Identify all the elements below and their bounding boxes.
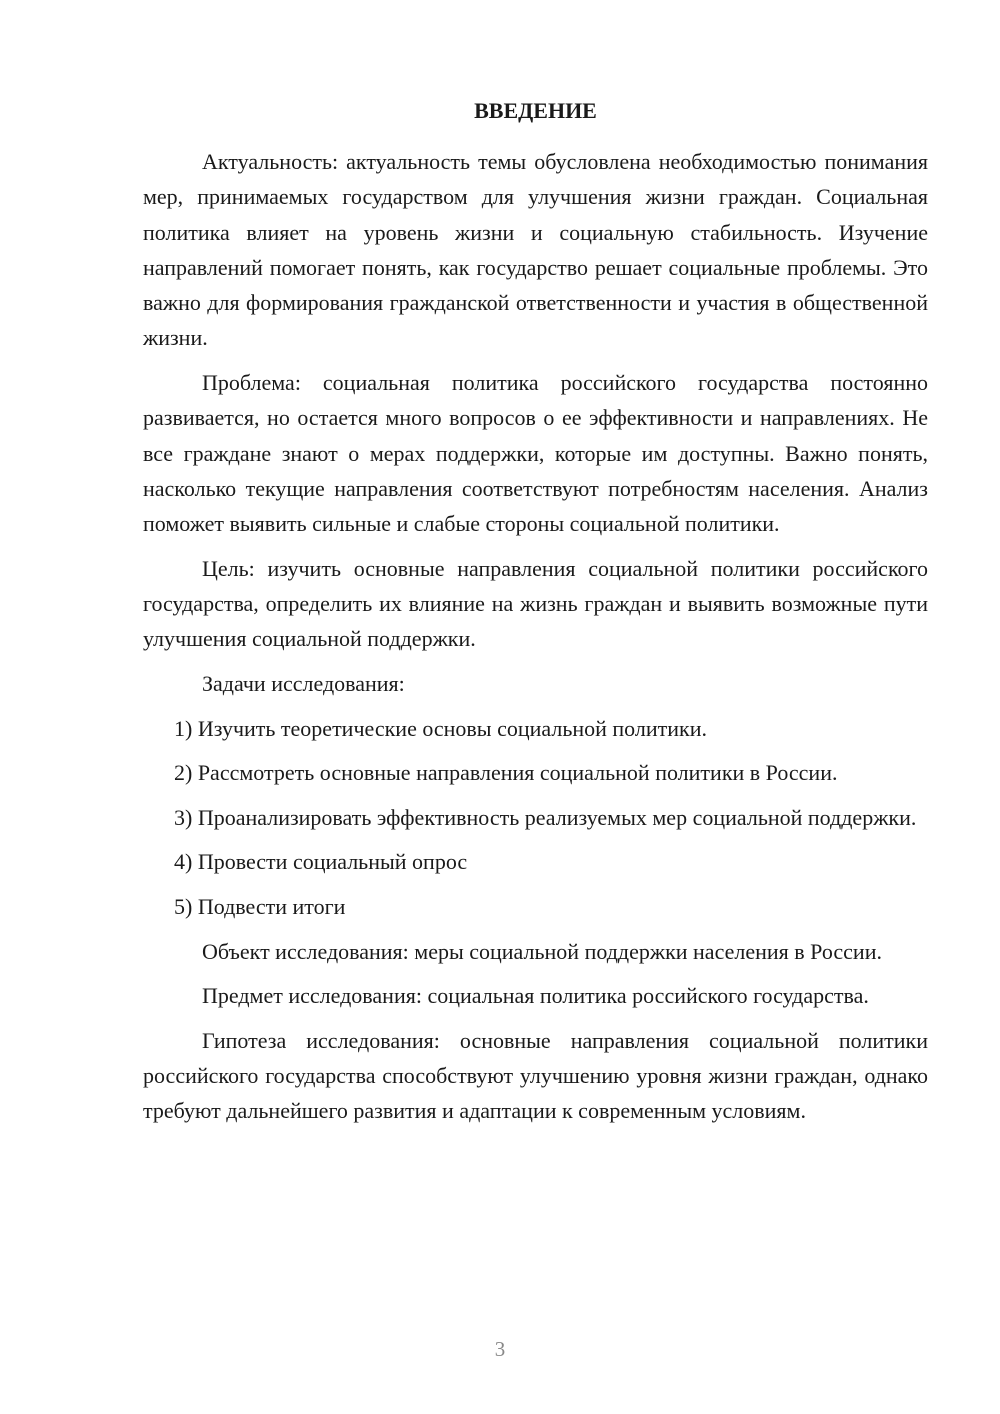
task-item-3: 3) Проанализировать эффективность реализуемых мер социальной поддержки. [174,804,917,830]
task-item-4: 4) Провести социальный опрос [174,849,468,875]
subject-paragraph: Предмет исследования: социальная политика российского государства. [202,983,869,1009]
task-item-1: 1) Изучить теоретические основы социальной политики. [174,715,707,741]
goal-paragraph: Цель: изучить основные направления социальной политики российского государства, определить их влияние на жизнь граждан и выявить возможные пути улучшения социальной поддержки. [143,555,928,652]
tasks-title: Задачи исследования: [202,671,405,697]
document-page [143,96,928,1129]
page-number: 3 [494,1337,506,1361]
section-heading: ВВЕДЕНИЕ [474,98,597,123]
task-item-5: 5) Подвести итоги [174,894,346,920]
hypothesis-paragraph: Гипотеза исследования: основные направления социальной политики российского государства способствуют улучшению уровня жизни граждан, однако требуют дальнейшего развития и адаптации к современным условиям. [143,1027,928,1124]
task-item-2: 2) Рассмотреть основные направления социальной политики в России. [174,760,838,786]
problem-paragraph: Проблема: социальная политика российского государства постоянно развивается, но остается много вопросов о ее эффективности и направлениях. Не все граждане знают о мерах поддержки, которые им доступны. Важно понять, насколько текущие направления соответствуют потребностям населения. Анализ поможет выявить сильные и слабые стороны социальной политики. [143,370,928,537]
object-paragraph: Объект исследования: меры социальной поддержки населения в России. [202,938,882,964]
relevance-paragraph: Актуальность: актуальность темы обусловлена необходимостью понимания мер, принимаемых государством для улучшения жизни граждан. Социальная политика влияет на уровень жизни и социальную стабильность. Изучение направлений помогает понять, как государство решает социальные проблемы. Это важно для формирования гражданской ответственности и участия в общественной жизни. [143,149,928,351]
